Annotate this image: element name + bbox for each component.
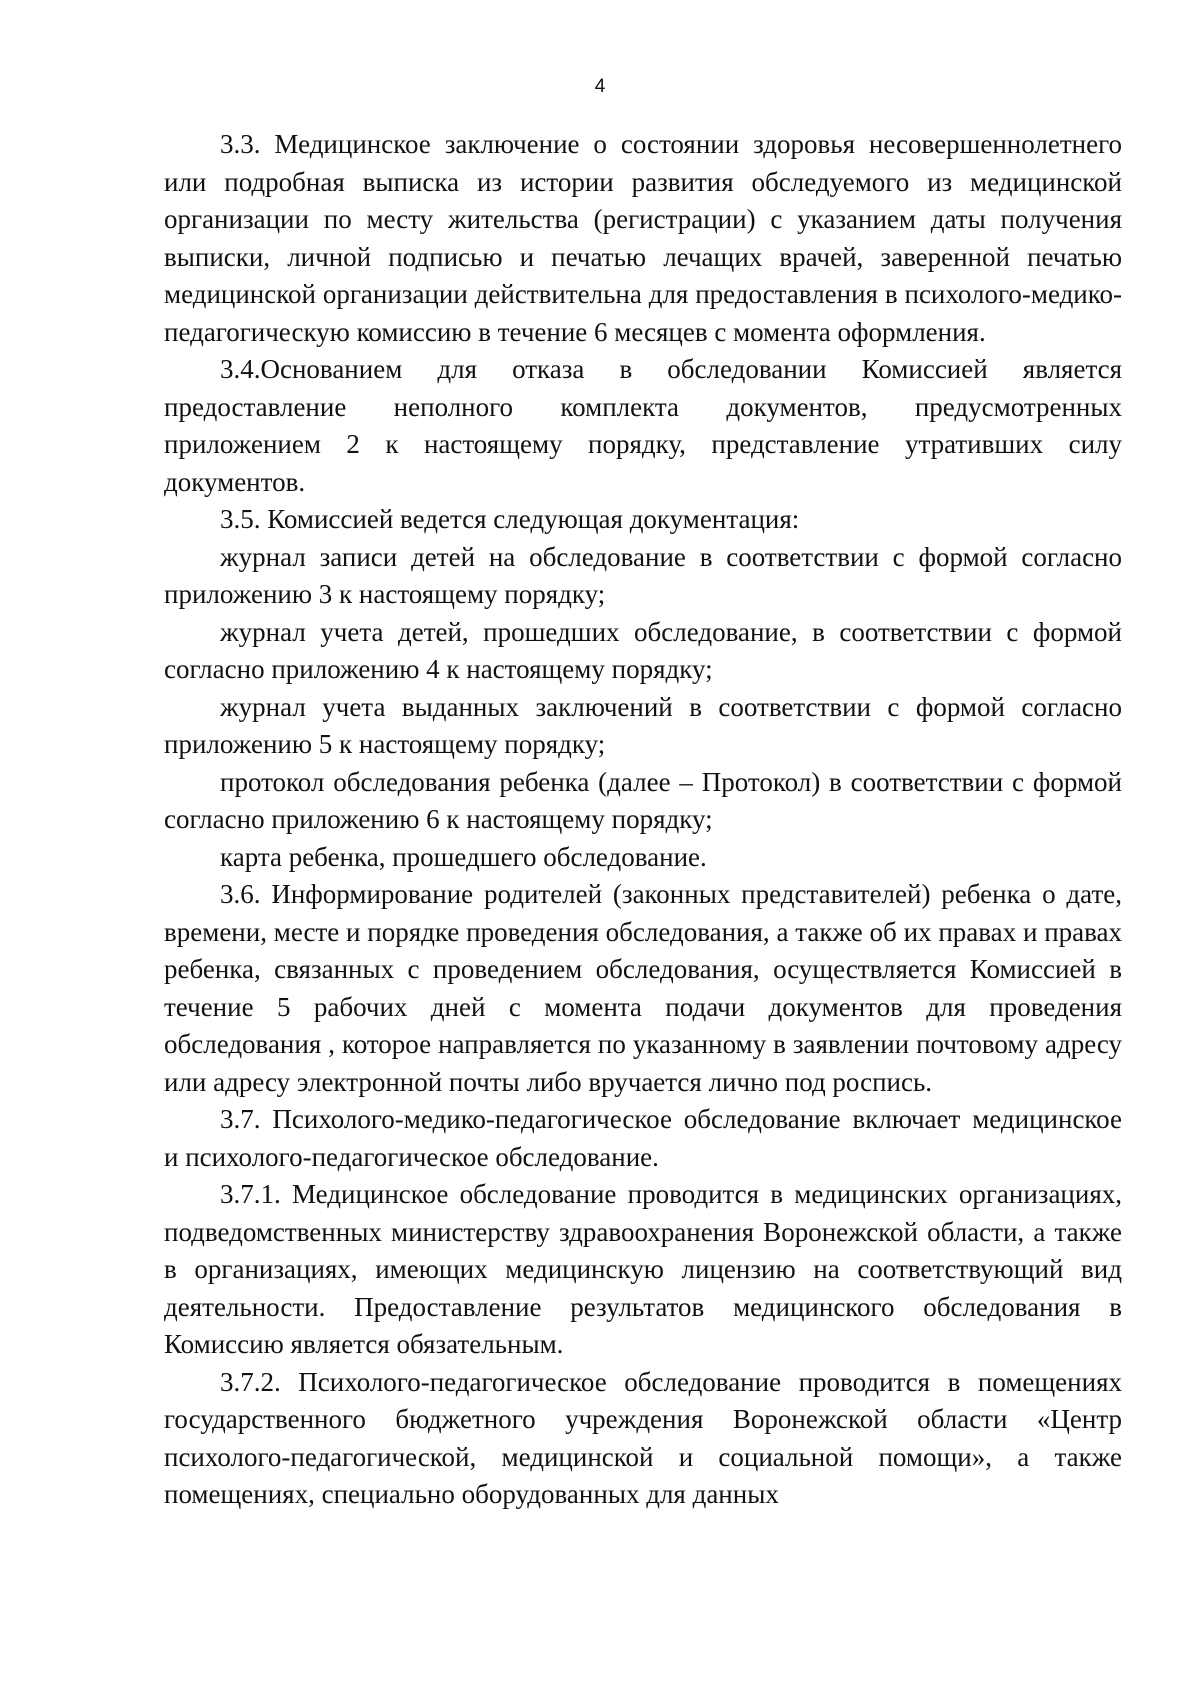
- paragraph-3-7-2: 3.7.2. Психолого-педагогическое обследование проводится в помещениях государственного бюджетного учреждения Воронежской области «Центр психолого-педагогической, медицинской и социальной помощи», а также помещениях, специально оборудованных для данных: [164, 1366, 1122, 1509]
- paragraph-3-4: 3.4.Основанием для отказа в обследовании Комиссией является предоставление неполного комплекта документов, предусмотренных приложением 2 к настоящему порядку, представление утративших силу документов.: [164, 354, 1122, 497]
- list-item-journal-registration: журнал записи детей на обследование в соответствии с формой согласно приложению 3 к настоящему порядку;: [164, 541, 1122, 609]
- list-item-journal-examined: журнал учета детей, прошедших обследование, в соответствии с формой согласно приложению 4 к настоящему порядку;: [164, 616, 1122, 684]
- paragraph-3-5: 3.5. Комиссией ведется следующая документация:: [220, 504, 800, 534]
- document-body: [164, 126, 1122, 1514]
- paragraph-3-7-1: 3.7.1. Медицинское обследование проводится в медицинских организациях, подведомственных министерству здравоохранения Воронежской области, а также в организациях, имеющих медицинскую лицензию на соответствующий вид деятельности. Предоставление результатов медицинского обследования в Комиссию является обязательным.: [164, 1179, 1122, 1359]
- list-item-protocol: протокол обследования ребенка (далее – Протокол) в соответствии с формой согласно приложению 6 к настоящему порядку;: [164, 766, 1122, 834]
- paragraph-3-3: 3.3. Медицинское заключение о состоянии здоровья несовершеннолетнего или подробная выписка из истории развития обследуемого из медицинской организации по месту жительства (регистрации) с указанием даты получения выписки, личной подписью и печатью лечащих врачей, заверенной печатью медицинской организации действительна для предоставления в психолого-медико-педагогическую комиссию в течение 6 месяцев с момента оформления.: [164, 129, 1122, 347]
- list-item-journal-conclusions: журнал учета выданных заключений в соответствии с формой согласно приложению 5 к настоящему порядку;: [164, 691, 1122, 759]
- paragraph-3-7: 3.7. Психолого-медико-педагогическое обследование включает медицинское и психолого-педагогическое обследование.: [164, 1104, 1122, 1172]
- list-item-child-card: карта ребенка, прошедшего обследование.: [220, 841, 707, 872]
- page-number: 4: [594, 76, 606, 97]
- paragraph-3-6: 3.6. Информирование родителей (законных представителей) ребенка о дате, времени, месте и порядке проведения обследования, а также об их правах и правах ребенка, связанных с проведением обследования, осуществляется Комиссией в течение 5 рабочих дней с момента подачи документов для проведения обследования , которое направляется по указанному в заявлении почтовому адресу или адресу электронной почты либо вручается лично под роспись.: [164, 879, 1122, 1097]
